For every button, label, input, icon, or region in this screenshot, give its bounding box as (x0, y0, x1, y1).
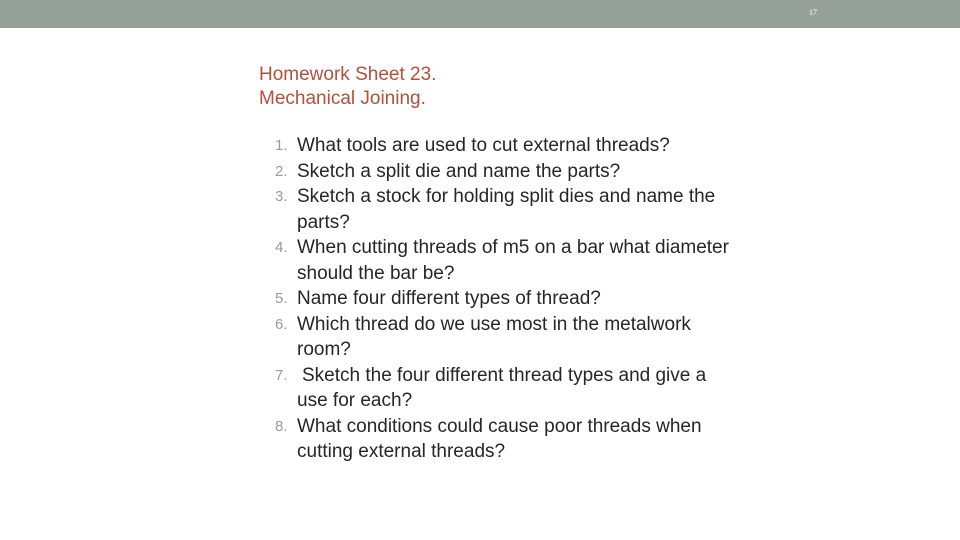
question-number: 2. (275, 162, 288, 180)
title-line-1: Homework Sheet 23. (259, 64, 437, 85)
question-text: Which thread do we use most in the metalwork room? (297, 313, 691, 360)
question-item-6 (259, 312, 739, 363)
question-item-8 (259, 414, 739, 465)
question-text: Sketch a stock for holding split dies and name the parts? (297, 186, 716, 233)
question-text: What conditions could cause poor threads when cutting external threads? (297, 415, 702, 462)
question-item-5 (259, 286, 739, 312)
slide-number: 17 (809, 8, 817, 17)
question-number: 7. (275, 366, 288, 384)
question-text: What tools are used to cut external threads? (297, 135, 670, 156)
top-bar (0, 0, 960, 28)
question-item-2 (259, 159, 739, 185)
question-text: When cutting threads of m5 on a bar what diameter should the bar be? (297, 237, 729, 284)
question-text: Name four different types of thread? (297, 288, 601, 309)
question-item-1 (259, 133, 739, 159)
question-item-4 (259, 235, 739, 286)
question-text: Sketch a split die and name the parts? (297, 160, 621, 182)
title-line-2: Mechanical Joining. (259, 88, 426, 109)
question-number: 5. (275, 290, 288, 307)
question-number: 1. (275, 137, 288, 154)
question-text: Sketch the four different thread types and give a use for each? (297, 364, 707, 411)
question-number: 4. (275, 239, 288, 256)
slide-title (259, 63, 436, 111)
question-item-7 (259, 363, 739, 414)
question-number: 3. (275, 188, 288, 205)
question-item-3 (259, 184, 739, 235)
question-list (259, 133, 739, 465)
question-number: 8. (275, 417, 288, 435)
question-number: 6. (275, 315, 288, 333)
